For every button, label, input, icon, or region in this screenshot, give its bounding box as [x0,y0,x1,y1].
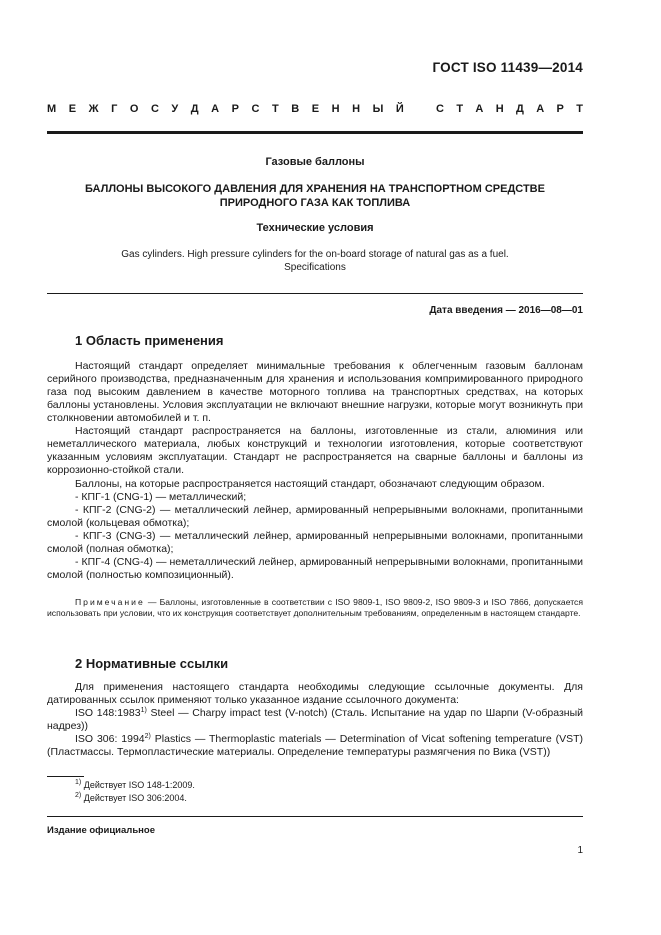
banner-letter: С [251,103,260,115]
banner-letter: Н [495,103,504,115]
group-title: Газовые баллоны [265,156,365,168]
banner-letter: Т [576,103,583,115]
list-item: - КПГ-3 (CNG-3) — металлический лейнер, армированный непрерывными волокнами, пропитанными смолой (полная обмотка); [47,530,583,556]
banner-letter: Т [272,103,279,115]
banner-letter: Д [516,103,524,115]
list-item: - КПГ-2 (CNG-2) — металлический лейнер, армированный непрерывными волокнами, пропитанными смолой (кольцевая обмотка); [47,504,583,530]
english-title [47,248,583,274]
reference-code: ISO 306: 1994 [75,733,145,745]
reference-text: Plastics — Thermoplastic materials — Determination of Vicat softening temperature (VST) (Пластмассы. Термопластические материалы. Определение температуры размягчения по Вика (VST)) [47,733,584,759]
main-title [47,182,583,210]
main-title-line-1: БАЛЛОНЫ ВЫСОКОГО ДАВЛЕНИЯ ДЛЯ ХРАНЕНИЯ НА ТРАНСПОРТНОМ СРЕДСТВЕ [85,183,545,195]
banner-letter: Т [456,103,464,115]
footnote-1 [75,780,195,790]
footnote-mark: 1) [75,779,82,786]
page-number: 1 [577,845,583,856]
section-1-heading: 1 Область применения [75,333,224,348]
banner-letter: С [150,103,159,115]
footnote-marker: 1) [140,707,147,714]
banner-letter: С [436,103,444,115]
header-rule [47,131,583,134]
footer-rule [47,816,583,817]
footnote-text: Действует ISO 148-1:2009. [81,780,195,790]
note-label: Примечание [75,597,145,607]
section-1-paragraph-2: Настоящий стандарт распространяется на баллоны, изготовленные из стали, алюминия или неметаллического материала, любых конструкций и технологии изготовления, которые соответствуют указанным условиям эксплуатации. Стандарт не распространяется на сварные баллоны и баллоны из коррозионно-стойкой стали. [47,425,583,477]
footnote-marker: 2) [144,733,151,740]
banner-word-standard [436,103,583,115]
banner-letter: А [536,103,545,115]
banner-letter: Е [68,103,77,115]
banner-letter: Р [556,103,564,115]
footnote-rule [47,776,84,777]
banner-letter: О [129,103,139,115]
banner-letter: Н [331,103,340,115]
banner-letter: Й [395,103,404,115]
banner-letter: В [291,103,300,115]
introduction-date: Дата введения — 2016—08—01 [429,305,583,316]
banner-letter: У [171,103,179,115]
list-item: - КПГ-1 (CNG-1) — металлический; [75,491,247,503]
banner-letter: Ы [372,103,384,115]
section-2-heading: 2 Нормативные ссылки [75,656,229,671]
main-title-line-2: ПРИРОДНОГО ГАЗА КАК ТОПЛИВА [219,197,411,209]
section-1-paragraph-1: Настоящий стандарт определяет минимальные требования к облегченным газовым баллонам серийного производства, предназначенным для хранения и использования компримированного природного газа под высоким давлением в качестве моторного топлива на транспортных средствах, на которых баллоны установлены. Условия эксплуатации не включают внешние нагрузки, которые могут возникнуть при столкновении автомобилей и т. п. [47,360,583,425]
banner-letter: Н [352,103,361,115]
footnote-2 [75,793,187,803]
reference-iso-148 [47,707,583,733]
subtitle: Технические условия [256,222,374,234]
note [47,597,583,620]
note-text: — Баллоны, изготовленные в соответствии с ISO 9809-1, ISO 9809-2, ISO 9809-3 и ISO 7866, допускается использовать при условии, что их конструкция соответствует дополнительным требованиям, определенным в настоящем стандарте. [47,597,583,619]
footnote-mark: 2) [75,792,82,799]
banner-letter: Ж [88,103,99,115]
english-title-line-2: Specifications [284,262,346,273]
reference-code: ISO 148:1983 [75,707,141,719]
footnote-text: Действует ISO 306:2004. [81,793,187,803]
banner-letter: Р [231,103,239,115]
title-rule [47,293,583,294]
reference-text: Steel — Charpy impact test (V-notch) (Сталь. Испытание на удар по Шарпи (V-образный надрез)) [47,707,583,733]
banner-word-interstate [47,103,404,115]
banner-letter: Е [311,103,320,115]
banner-letter: А [475,103,484,115]
banner-letter: Г [111,103,118,115]
list-item: - КПГ-4 (CNG-4) — неметаллический лейнер, армированный непрерывными волокнами, пропитанными смолой (полностью композиционный). [47,556,583,582]
english-title-line-1: Gas cylinders. High pressure cylinders for the on-board storage of natural gas as a fuel. [121,249,509,260]
section-2-paragraph-1: Для применения настоящего стандарта необходимы следующие ссылочные документы. Для датированных ссылок применяют только указанное издание ссылочного документа: [47,681,583,707]
section-1-paragraph-3: Баллоны, на которые распространяется настоящий стандарт, обозначают следующим образом. [75,478,545,490]
standard-code: ГОСТ ISO 11439—2014 [432,60,583,75]
reference-iso-306 [47,733,583,759]
interstate-standard-banner [47,103,583,115]
official-edition-label: Издание официальное [47,825,155,836]
banner-letter: Д [190,103,199,115]
banner-letter: А [211,103,220,115]
banner-letter: М [47,103,57,115]
